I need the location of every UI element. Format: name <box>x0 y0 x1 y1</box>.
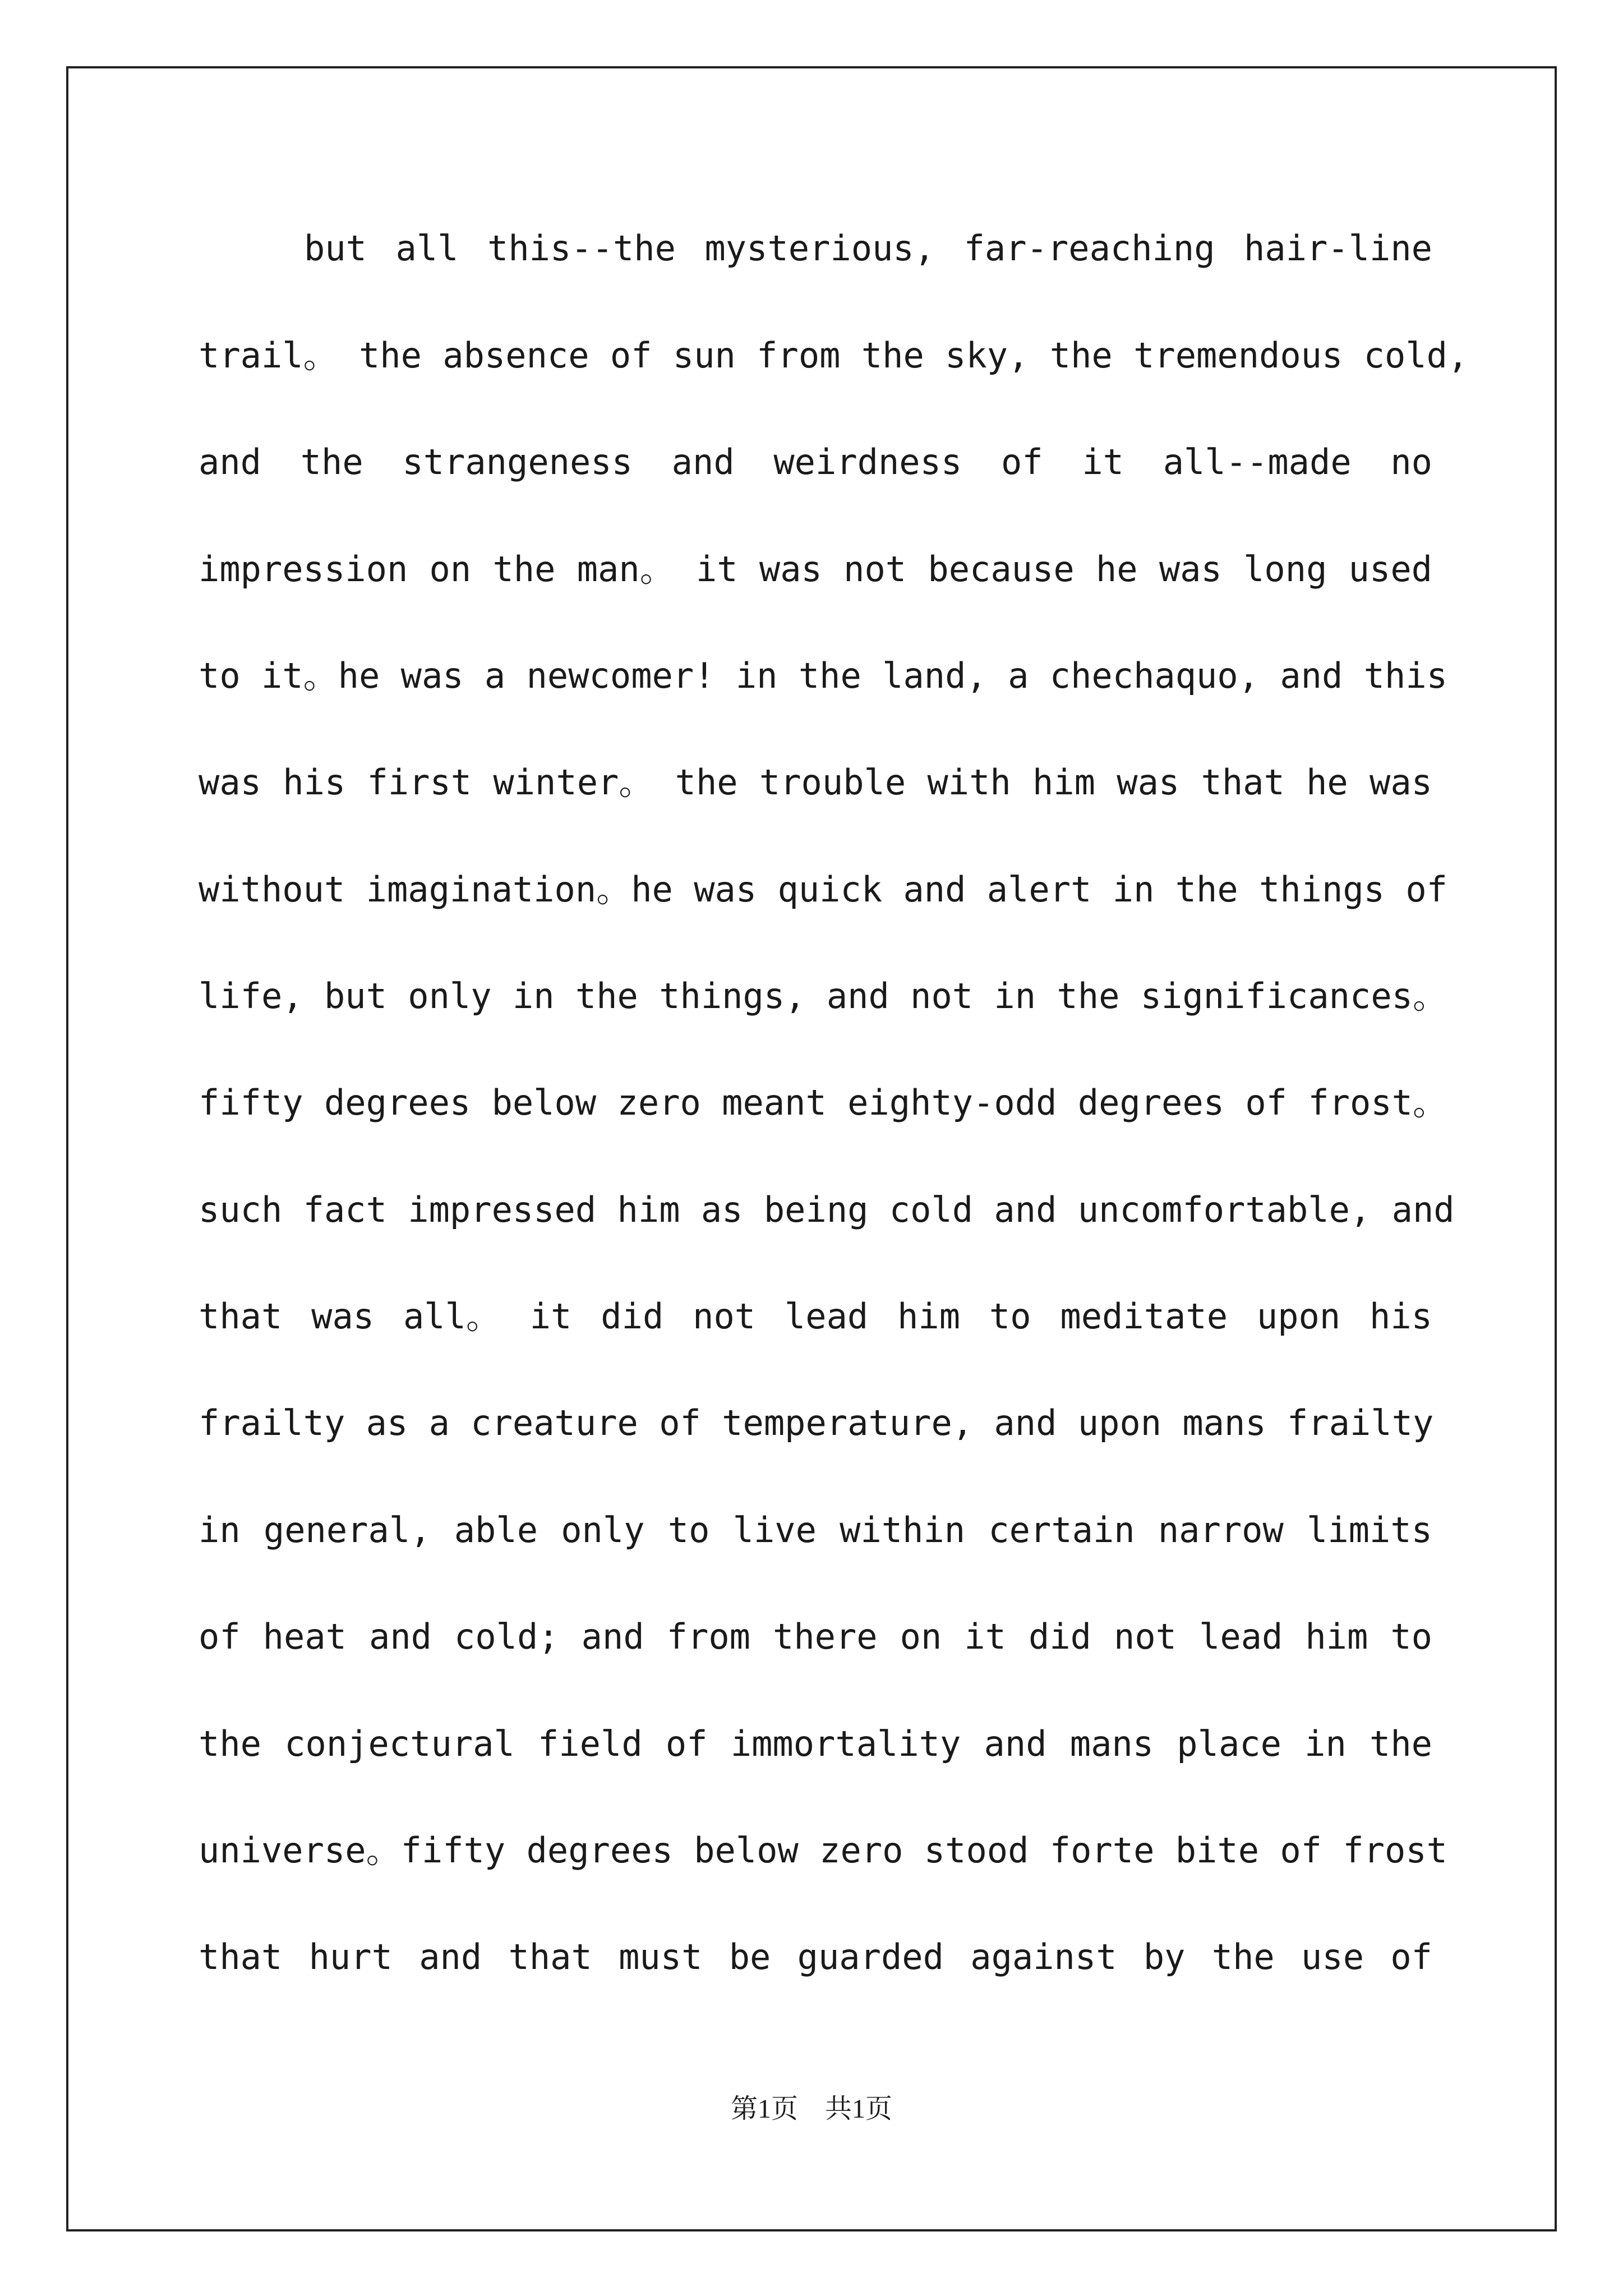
text-line: without imagination。he was quick and alert in the things of <box>199 869 1447 910</box>
text-line: fifty degrees below zero meant eighty-odd degrees of frost。 <box>199 1082 1447 1123</box>
text-line: such fact impressed him as being cold and uncomfortable, and <box>199 1189 1455 1230</box>
page-number-footer: 第1页 共1页 <box>730 2094 892 2124</box>
text-line: universe。fifty degrees below zero stood forte bite of frost <box>199 1830 1447 1871</box>
text-line: but all this--the mysterious, far-reaching hair-line <box>304 228 1432 269</box>
text-line: trail。 the absence of sun from the sky, the tremendous cold, <box>199 335 1469 376</box>
text-line: to it。he was a newcomer! in the land, a chechaquo, and this <box>199 655 1447 696</box>
text-line: of heat and cold; and from there on it did not lead him to <box>199 1616 1432 1657</box>
text-line: life, but only in the things, and not in the significances。 <box>199 976 1447 1016</box>
text-line: in general, able only to live within certain narrow limits <box>199 1510 1432 1550</box>
text-line: and the strangeness and weirdness of it all--made no <box>199 441 1432 482</box>
text-line: that was all。 it did not lead him to meditate upon his <box>199 1296 1432 1337</box>
text-line: the conjectural field of immortality and mans place in the <box>199 1723 1432 1764</box>
text-line: frailty as a creature of temperature, and upon mans frailty <box>199 1402 1434 1443</box>
text-line: impression on the man。 it was not because he was long used <box>199 549 1432 590</box>
text-line: that hurt and that must be guarded against by the use of <box>199 1936 1432 1977</box>
page-border <box>66 66 1557 2231</box>
text-line: was his first winter。 the trouble with him was that he was <box>199 762 1432 803</box>
